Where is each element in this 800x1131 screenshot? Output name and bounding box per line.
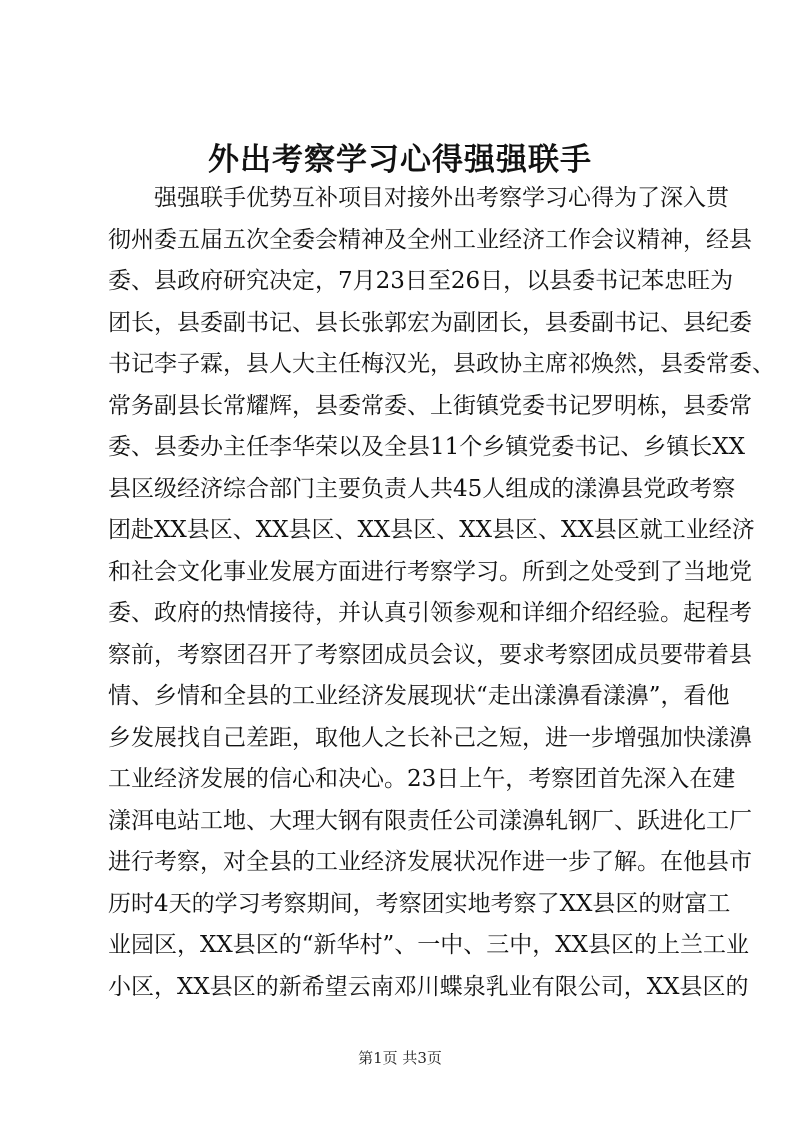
body-line: 委、政府的热情接待，并认真引领参观和详细介绍经验。起程考 [108,600,752,626]
body-line: 漾洱电站工地、大理大钢有限责任公司漾濞轧钢厂、跃进化工厂 [108,807,752,834]
body-line: 进行考察，对全县的工业经济发展状况作进一步了解。在他县市 [108,849,752,875]
body-line: 团长，县委副书记、县长张郭宏为副团长，县委副书记、县纪委 [108,309,752,336]
page-footer: 第1页 共3页 [358,1049,442,1067]
body-line: 县区级经济综合部门主要负责人共45人组成的漾濞县党政考察 [108,475,736,502]
body-line: 常务副县长常耀辉，县委常委、上街镇党委书记罗明栋，县委常 [108,392,752,419]
document-title: 外出考察学习心得强强联手 [208,142,592,178]
body-line: 业园区，XX县区的“新华村”、一中、三中，XX县区的上兰工业 [108,932,750,958]
document-body [108,178,775,1008]
body-line: 委、县委办主任李华荣以及全县11个乡镇党委书记、乡镇长XX [108,434,746,460]
body-line: 小区，XX县区的新希望云南邓川蝶泉乳业有限公司，XX县区的 [108,973,749,1000]
body-line: 乡发展找自己差距，取他人之长补己之短，进一步增强加快漾濞 [108,724,752,751]
body-line: 工业经济发展的信心和决心。23日上午，考察团首先深入在建 [108,766,736,792]
body-line: 书记李子霖，县人大主任梅汉光，县政协主席祁焕然，县委常委、 [108,351,775,377]
body-line: 历时4天的学习考察期间，考察团实地考察了XX县区的财富工 [108,890,731,917]
body-line: 强强联手优势互补项目对接外出考察学习心得为了深入贯 [154,185,729,211]
body-line: 察前，考察团召开了考察团成员会议，要求考察团成员要带着县 [108,641,752,668]
body-line: 团赴XX县区、XX县区、XX县区、XX县区、XX县区就工业经济 [108,517,755,543]
body-line: 彻州委五届五次全委会精神及全州工业经济工作会议精神，经县 [108,226,752,253]
body-line: 情、乡情和全县的工业经济发展现状“走出漾濞看漾濞”，看他 [108,683,730,709]
body-line: 和社会文化事业发展方面进行考察学习。所到之处受到了当地党 [108,558,752,585]
body-line: 委、县政府研究决定，7月23日至26日，以县委书记苯忠旺为 [108,268,734,294]
